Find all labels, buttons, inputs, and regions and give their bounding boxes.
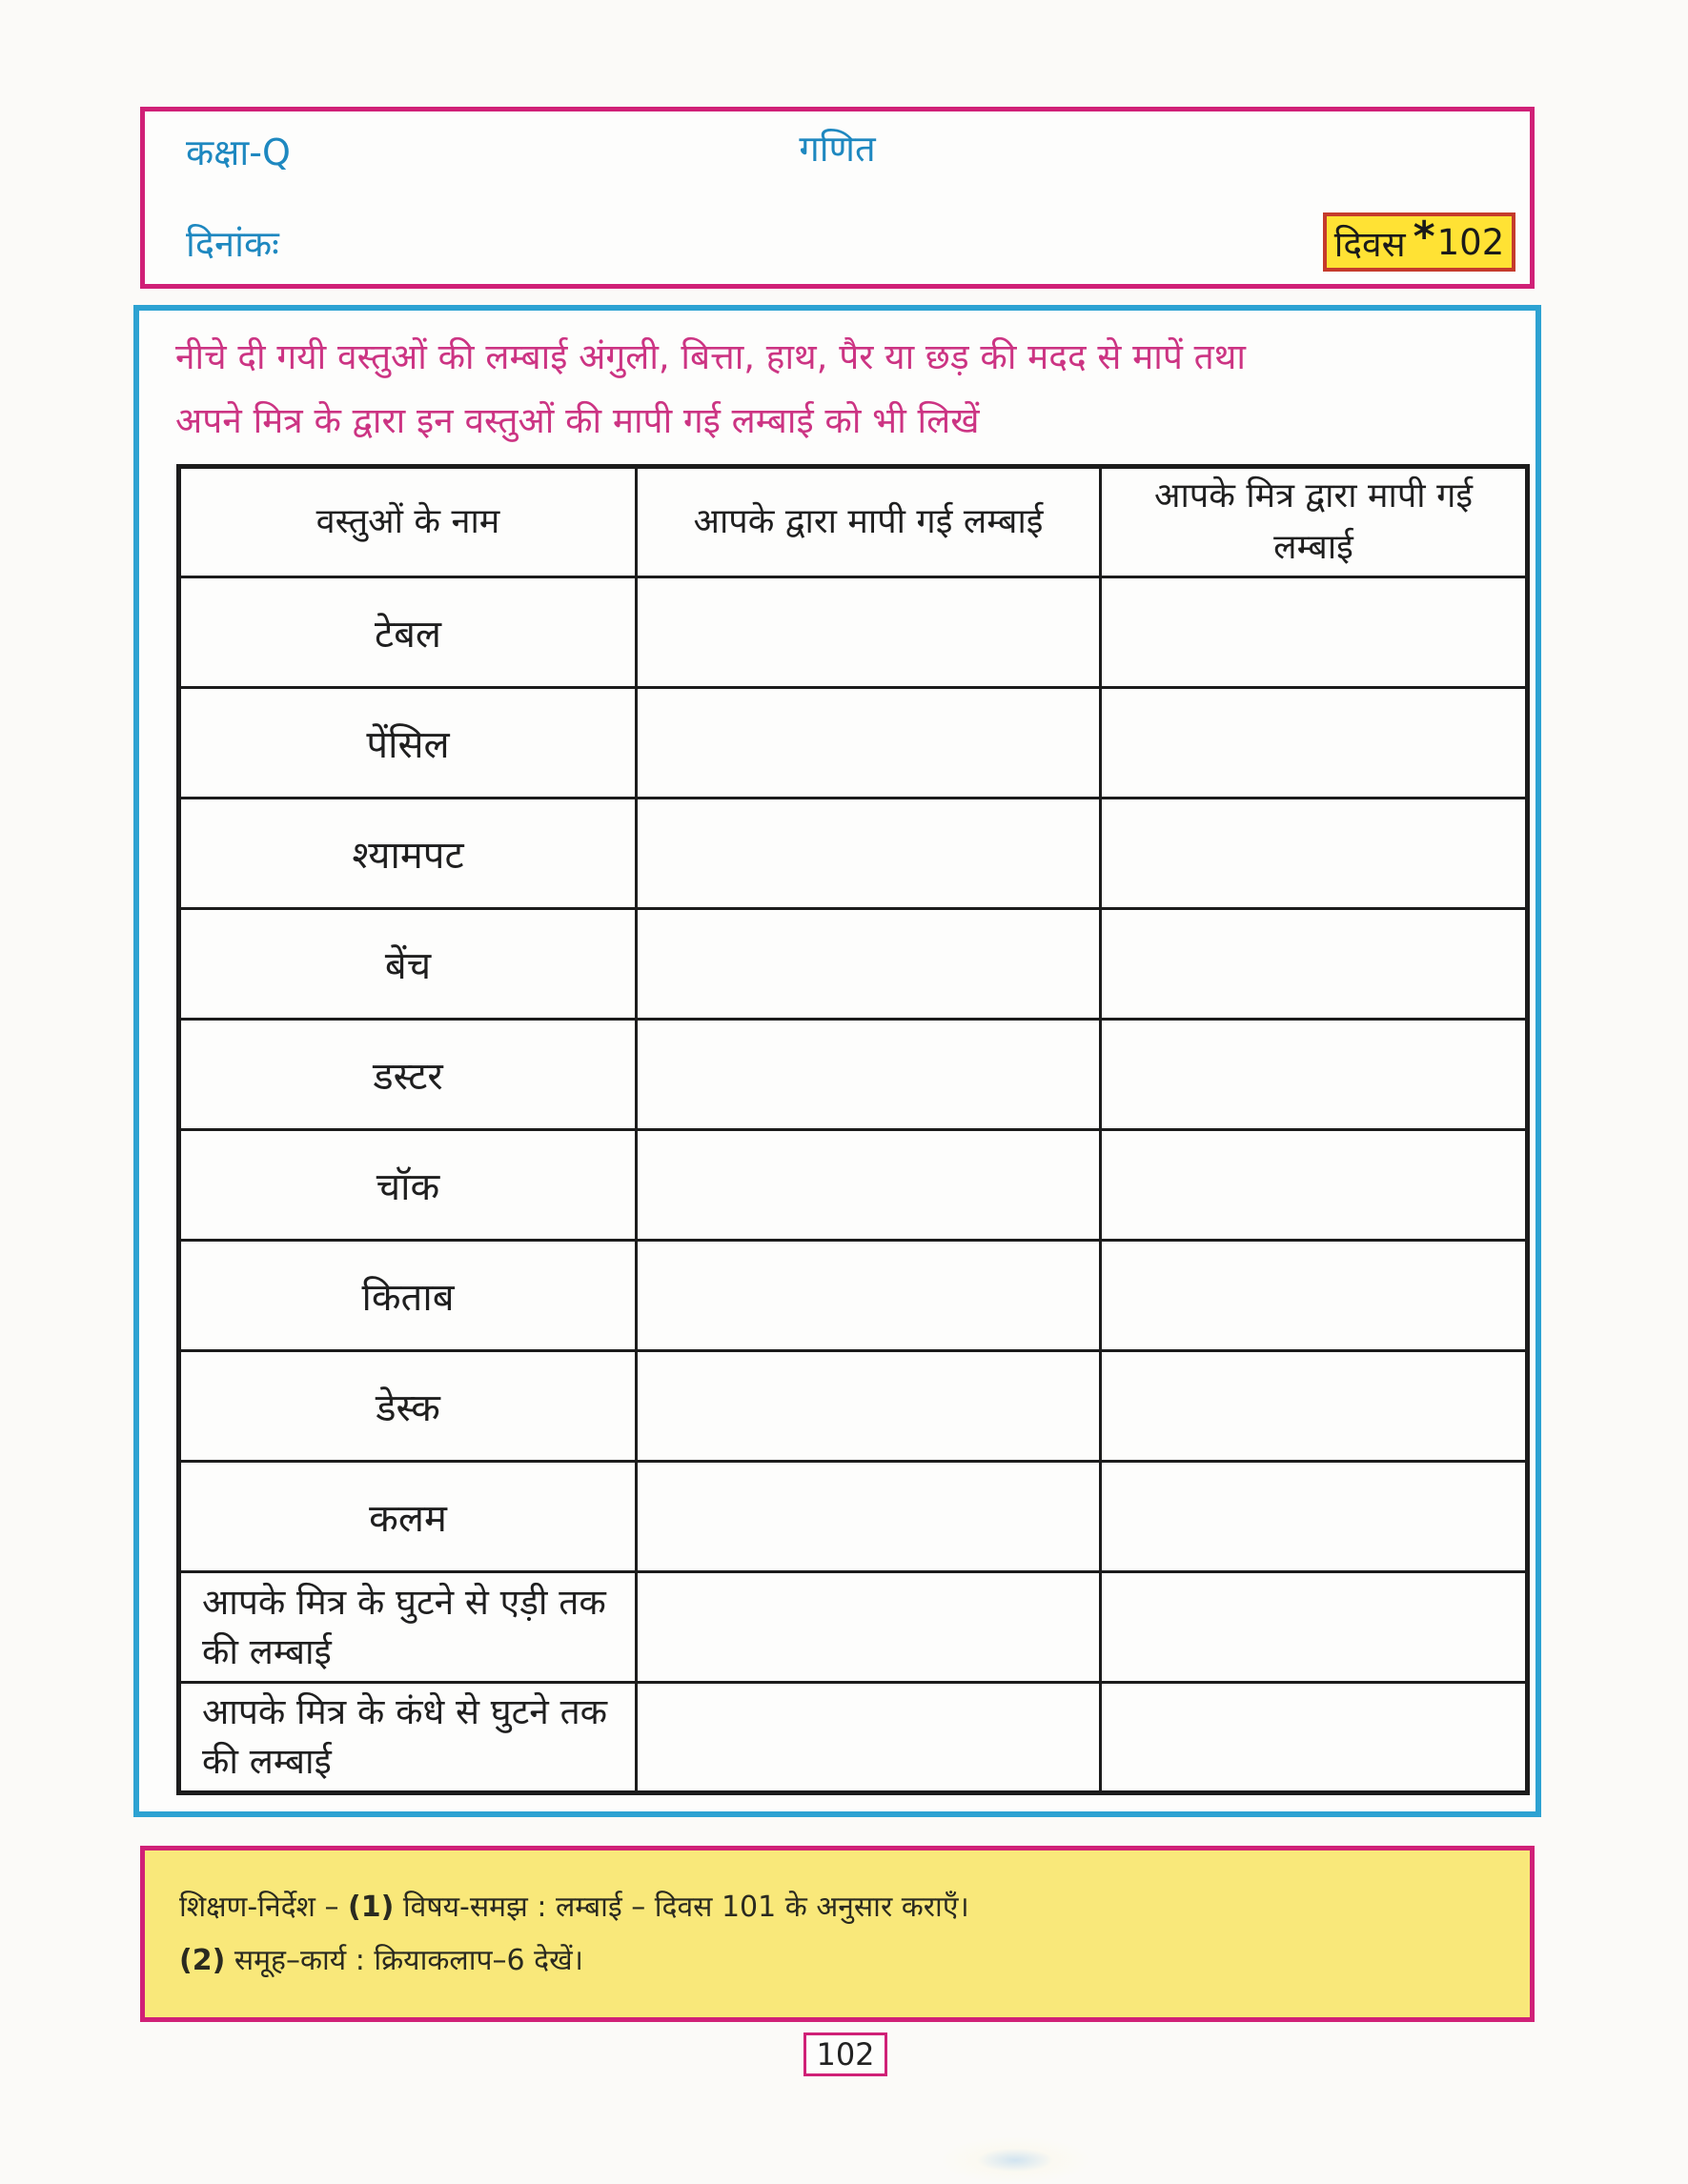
self-measure-cell: [637, 1020, 1101, 1130]
object-name: डस्टर: [179, 1020, 637, 1130]
object-name: किताब: [179, 1241, 637, 1351]
friend-measure-cell: [1101, 688, 1528, 799]
table-row: [179, 1351, 1528, 1462]
table-row: [179, 909, 1528, 1020]
note-point-2: (2): [179, 1943, 226, 1977]
column-header-self-measured: आपके द्वारा मापी गई लम्बाई: [637, 467, 1101, 577]
asterisk-mark: *: [1413, 212, 1435, 261]
day-label: दिवस: [1333, 223, 1406, 265]
table-row: [179, 1130, 1528, 1241]
object-name: चॉक: [179, 1130, 637, 1241]
day-number: 102: [1436, 221, 1505, 263]
object-name: श्यामपट: [179, 799, 637, 909]
friend-measure-cell: [1101, 1462, 1528, 1572]
friend-measure-cell: [1101, 1683, 1528, 1793]
instruction-line-1: नीचे दी गयी वस्तुओं की लम्बाई अंगुली, बित्ता, हाथ, पैर या छड़ की मदद से मापें तथा: [175, 336, 1246, 377]
page-number: [803, 2032, 887, 2076]
object-name: आपके मित्र के कंधे से घुटने तक की लम्बाई: [179, 1683, 637, 1793]
object-name: टेबल: [179, 577, 637, 688]
measurement-table: [176, 464, 1530, 1795]
self-measure-cell: [637, 1351, 1101, 1462]
table-row: [179, 1241, 1528, 1351]
teacher-note-line-1: [179, 1881, 1495, 1934]
activity-box: [133, 305, 1541, 1817]
scan-watermark: [939, 2136, 1091, 2184]
self-measure-cell: [637, 1462, 1101, 1572]
teacher-note-box: [140, 1846, 1535, 2022]
table-row: [179, 799, 1528, 909]
friend-measure-cell: [1101, 1241, 1528, 1351]
table-row: [179, 1683, 1528, 1793]
subject-title: गणित: [799, 128, 876, 170]
instruction-text: [175, 326, 1500, 453]
friend-measure-cell: [1101, 1351, 1528, 1462]
self-measure-cell: [637, 1572, 1101, 1683]
self-measure-cell: [637, 909, 1101, 1020]
class-label: कक्षा-Q: [186, 131, 291, 173]
object-name: आपके मित्र के घुटने से एड़ी तक की लम्बाई: [179, 1572, 637, 1683]
self-measure-cell: [637, 1130, 1101, 1241]
header-box: [140, 107, 1535, 289]
object-name: डेस्क: [179, 1351, 637, 1462]
column-header-object-names: वस्तुओं के नाम: [179, 467, 637, 577]
table-row: [179, 1020, 1528, 1130]
friend-measure-cell: [1101, 1130, 1528, 1241]
table-header-row: [179, 467, 1528, 577]
object-name: कलम: [179, 1462, 637, 1572]
self-measure-cell: [637, 1241, 1101, 1351]
friend-measure-cell: [1101, 577, 1528, 688]
instruction-line-2: अपने मित्र के द्वारा इन वस्तुओं की मापी गई लम्बाई को भी लिखें: [175, 399, 980, 441]
table-row: [179, 1462, 1528, 1572]
friend-measure-cell: [1101, 1020, 1528, 1130]
self-measure-cell: [637, 688, 1101, 799]
page-number-value: 102: [816, 2036, 875, 2073]
object-name: बेंच: [179, 909, 637, 1020]
note-line1-rest: विषय-समझ : लम्बाई – दिवस 101 के अनुसार कराएँ।: [394, 1891, 969, 1924]
friend-measure-cell: [1101, 909, 1528, 1020]
day-badge: [1323, 212, 1515, 272]
table-row: [179, 577, 1528, 688]
teacher-note-line-2: [179, 1934, 1495, 1988]
note-prefix: शिक्षण-निर्देश –: [179, 1891, 349, 1924]
date-label: दिनांकः: [186, 223, 279, 265]
friend-measure-cell: [1101, 799, 1528, 909]
note-line2-rest: समूह–कार्य : क्रियाकलाप–6 देखें।: [225, 1943, 584, 1977]
table-row: [179, 688, 1528, 799]
note-point-1: (1): [348, 1891, 395, 1924]
teacher-note-text: [179, 1881, 1495, 1987]
object-name: पेंसिल: [179, 688, 637, 799]
column-header-friend-measured: आपके मित्र द्वारा मापी गई लम्बाई: [1101, 467, 1528, 577]
table-row: [179, 1572, 1528, 1683]
friend-measure-cell: [1101, 1572, 1528, 1683]
self-measure-cell: [637, 577, 1101, 688]
self-measure-cell: [637, 799, 1101, 909]
self-measure-cell: [637, 1683, 1101, 1793]
